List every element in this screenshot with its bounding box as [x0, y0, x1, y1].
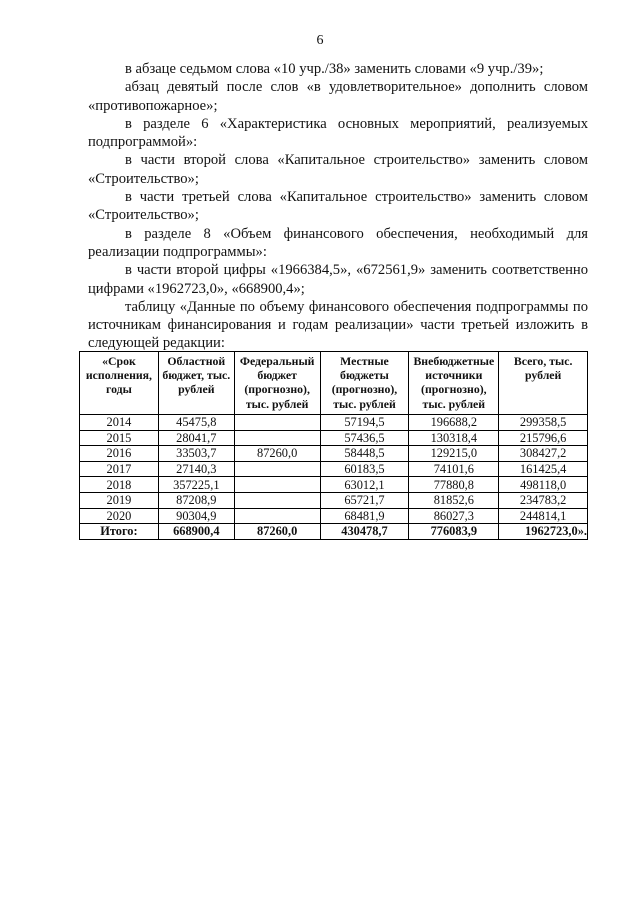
paragraph: абзац девятый после слов «в удовлетворительное» дополнить словом «противопожарное»; [88, 79, 588, 114]
table-cell [234, 461, 320, 477]
table-cell: 2019 [80, 492, 159, 508]
table-row [80, 415, 588, 431]
table-cell: 63012,1 [320, 477, 409, 493]
paragraph: в разделе 6 «Характеристика основных мероприятий, реализуемых подпрограммой»: [88, 115, 588, 151]
table-cell: 2017 [80, 461, 159, 477]
header-cell: Федеральный бюджет (прогнозно), тыс. рублей [234, 352, 320, 415]
table-cell: 668900,4 [158, 524, 234, 540]
table-cell: 2014 [80, 415, 159, 431]
table-cell: 2015 [80, 430, 159, 446]
header-cell: Внебюджетные источники (прогнозно), тыс. рублей [409, 352, 499, 415]
table-row [80, 492, 588, 508]
table-cell [234, 477, 320, 493]
table-cell: 2018 [80, 477, 159, 493]
table-cell: 87260,0 [234, 446, 320, 462]
table-cell: 87260,0 [234, 524, 320, 540]
table-cell: 215796,6 [499, 430, 588, 446]
table-cell [234, 508, 320, 524]
header-cell: Всего, тыс. рублей [499, 352, 588, 415]
table-row [80, 430, 588, 446]
table-cell: 130318,4 [409, 430, 499, 446]
table-cell: 90304,9 [158, 508, 234, 524]
table-cell: 74101,6 [409, 461, 499, 477]
table-cell: 357225,1 [158, 477, 234, 493]
table-cell: 81852,6 [409, 492, 499, 508]
header-cell: Местные бюджеты (прогнозно), тыс. рублей [320, 352, 409, 415]
table-row [80, 446, 588, 462]
table-cell: 57436,5 [320, 430, 409, 446]
table-cell: 57194,5 [320, 415, 409, 431]
table-cell [234, 415, 320, 431]
paragraph: в разделе 8 «Объем финансового обеспечения, необходимый для реализации подпрограммы»: [88, 225, 588, 260]
table-cell: 87208,9 [158, 492, 234, 508]
table-cell: 498118,0 [499, 477, 588, 493]
table-cell: 86027,3 [409, 508, 499, 524]
table-cell: 2020 [80, 508, 159, 524]
table-cell: 58448,5 [320, 446, 409, 462]
table-row [80, 477, 588, 493]
table-cell: 60183,5 [320, 461, 409, 477]
table-cell: 430478,7 [320, 524, 409, 540]
paragraph: в части второй цифры «1966384,5», «672561,9» заменить соответственно цифрами «1962723,0», «668900,4»; [88, 262, 588, 297]
header-cell: Областной бюджет, тыс. рублей [158, 352, 234, 415]
table-cell: 161425,4 [499, 461, 588, 477]
financing-table [79, 351, 588, 540]
table-cell: 308427,2 [499, 446, 588, 462]
table-cell: 45475,8 [158, 415, 234, 431]
table-cell: 776083,9 [409, 524, 499, 540]
table-cell: 2016 [80, 446, 159, 462]
paragraph: в части третьей слова «Капитальное строительство» заменить словом «Строительство»; [88, 189, 588, 224]
document-body [88, 60, 588, 353]
paragraph: таблицу «Данные по объему финансового обеспечения подпрограммы по источникам финансирования и годам реализации» части третьей изложить в следующей редакции: [88, 298, 588, 352]
page-number: 6 [316, 33, 324, 48]
table-cell: 27140,3 [158, 461, 234, 477]
table-cell: 33503,7 [158, 446, 234, 462]
table-cell: 299358,5 [499, 415, 588, 431]
total-label: Итого: [80, 524, 159, 540]
paragraph: в части второй слова «Капитальное строительство» заменить словом «Строительство»; [88, 152, 588, 187]
table-row [80, 461, 588, 477]
table-cell: 65721,7 [320, 492, 409, 508]
table-cell: 77880,8 [409, 477, 499, 493]
table-cell: 1962723,0». [499, 524, 588, 540]
table-cell: 28041,7 [158, 430, 234, 446]
table-cell: 68481,9 [320, 508, 409, 524]
table-cell: 244814,1 [499, 508, 588, 524]
table-cell [234, 430, 320, 446]
table-cell: 234783,2 [499, 492, 588, 508]
table-total-row [80, 524, 588, 540]
table-cell: 129215,0 [409, 446, 499, 462]
table-cell: 196688,2 [409, 415, 499, 431]
table-header-row [80, 352, 588, 415]
header-cell: «Срок исполнения, годы [80, 352, 159, 415]
paragraph: в абзаце седьмом слова «10 учр./38» заменить словами «9 учр./39»; [125, 61, 544, 77]
table-cell [234, 492, 320, 508]
table-row [80, 508, 588, 524]
